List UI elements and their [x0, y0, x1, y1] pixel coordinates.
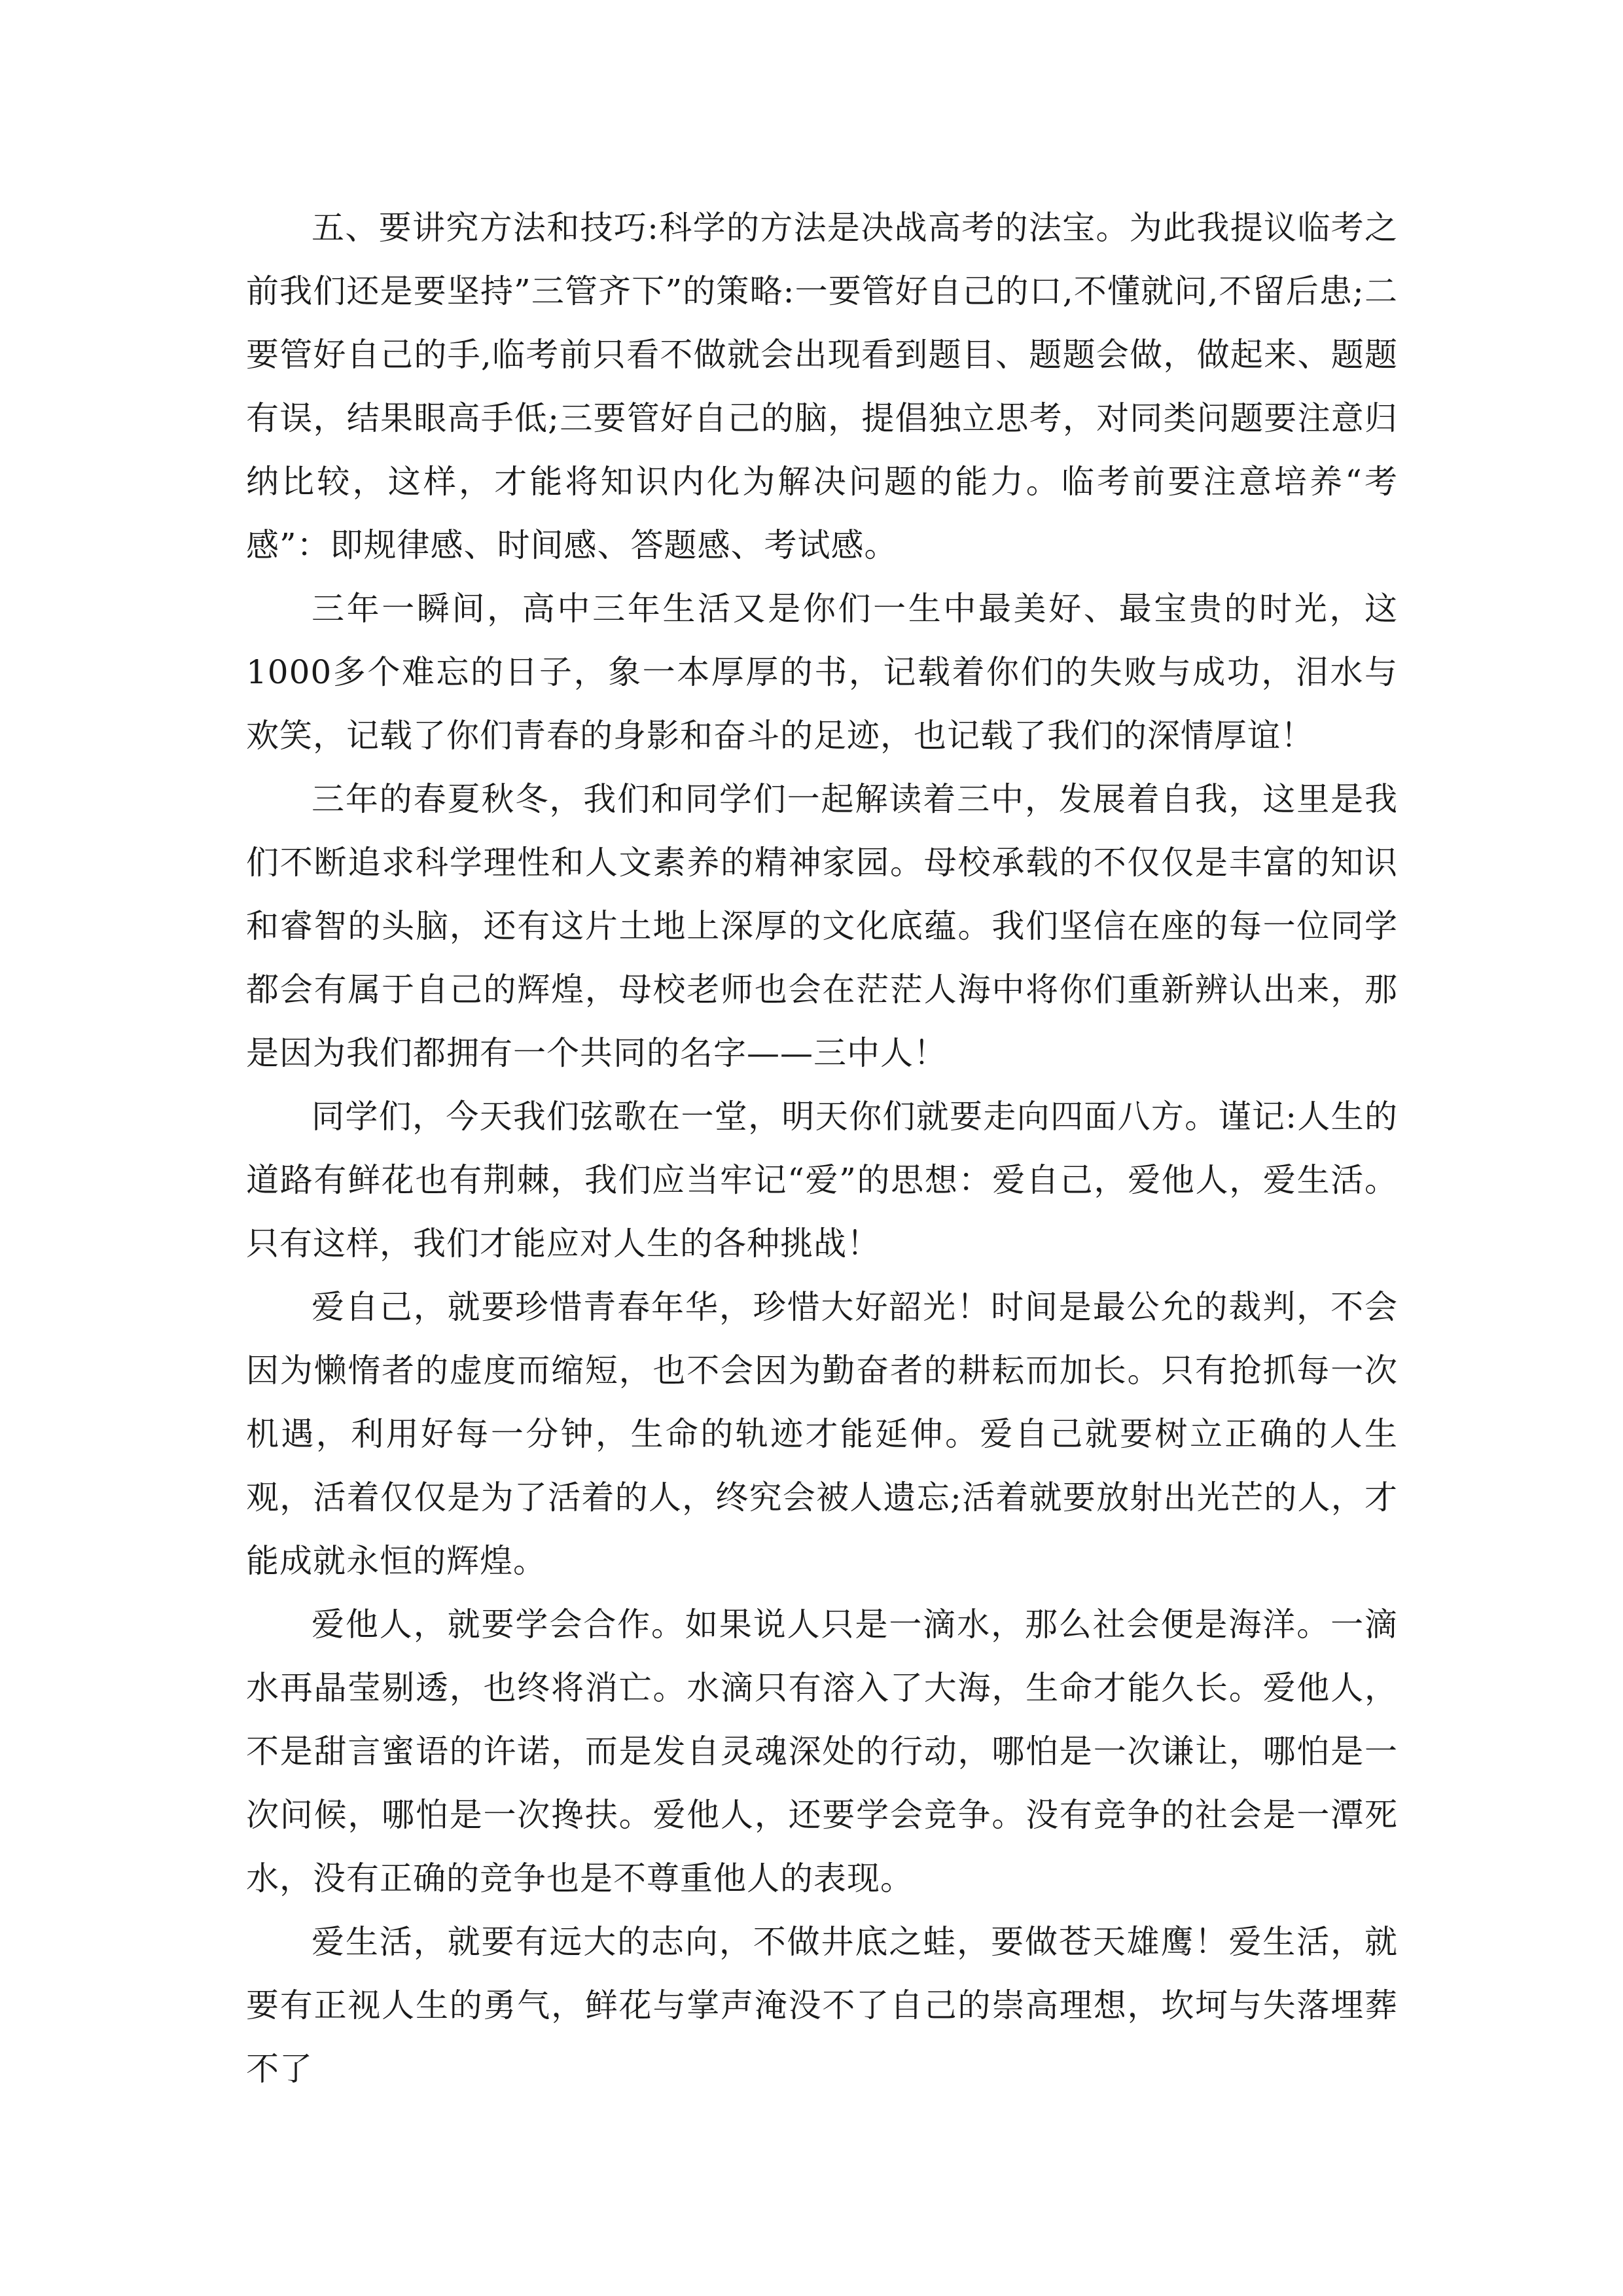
paragraph-study-methods: 五、要讲究方法和技巧:科学的方法是决战高考的法宝。为此我提议临考之前我们还是要坚持”三管齐下”的策略:一要管好自己的口,不懂就问,不留后患;二要管好自己的手,临考前只看不做就会出现看到题目、题题会做，做起来、题题有误，结果眼高手低;三要管好自己的脑，提倡独立思考，对同类问题要注意归纳比较，这样，才能将知识内化为解决问题的能力。临考前要注意培养“考感”：即规律感、时间感、答题感、考试感。	[246, 209, 1398, 564]
paragraph-love-life: 爱生活，就要有远大的志向，不做井底之蛙，要做苍天雄鹰！爱生活，就要有正视人生的勇气，鲜花与掌声淹没不了自己的崇高理想，坎坷与失落埋葬不了	[246, 1923, 1398, 2088]
paragraph-love-self: 爱自己，就要珍惜青春年华，珍惜大好韶光！时间是最公允的裁判，不会因为懒惰者的虚度而缩短，也不会因为勤奋者的耕耘而加长。只有抢抓每一次机遇，利用好每一分钟，生命的轨迹才能延伸。爱自己就要树立正确的人生观，活着仅仅是为了活着的人，终究会被人遗忘;活着就要放射出光芒的人，才能成就永恒的辉煌。	[246, 1288, 1398, 1580]
paragraph-alma-mater: 三年的春夏秋冬，我们和同学们一起解读着三中，发展着自我，这里是我们不断追求科学理性和人文素养的精神家园。母校承载的不仅仅是丰富的知识和睿智的头脑，还有这片土地上深厚的文化底蕴。我们坚信在座的每一位同学都会有属于自己的辉煌，母校老师也会在茫茫人海中将你们重新辨认出来，那是因为我们都拥有一个共同的名字——三中人！	[246, 780, 1398, 1072]
paragraph-three-years: 三年一瞬间，高中三年生活又是你们一生中最美好、最宝贵的时光，这1000多个难忘的日子，象一本厚厚的书，记载着你们的失败与成功，泪水与欢笑，记载了你们青春的身影和奋斗的足迹，也记载了我们的深情厚谊！	[246, 590, 1398, 755]
paragraph-love-others: 爱他人，就要学会合作。如果说人只是一滴水，那么社会便是海洋。一滴水再晶莹剔透，也终将消亡。水滴只有溶入了大海，生命才能久长。爱他人，不是甜言蜜语的许诺，而是发自灵魂深处的行动，哪怕是一次谦让，哪怕是一次问候，哪怕是一次搀扶。爱他人，还要学会竞争。没有竞争的社会是一潭死水，没有正确的竞争也是不尊重他人的表现。	[246, 1605, 1398, 1897]
paragraph-love-thought: 同学们，今天我们弦歌在一堂，明天你们就要走向四面八方。谨记:人生的道路有鲜花也有荆棘，我们应当牢记“爱”的思想：爱自己，爱他人，爱生活。只有这样，我们才能应对人生的各种挑战！	[246, 1098, 1398, 1263]
document-body	[246, 196, 1398, 2101]
